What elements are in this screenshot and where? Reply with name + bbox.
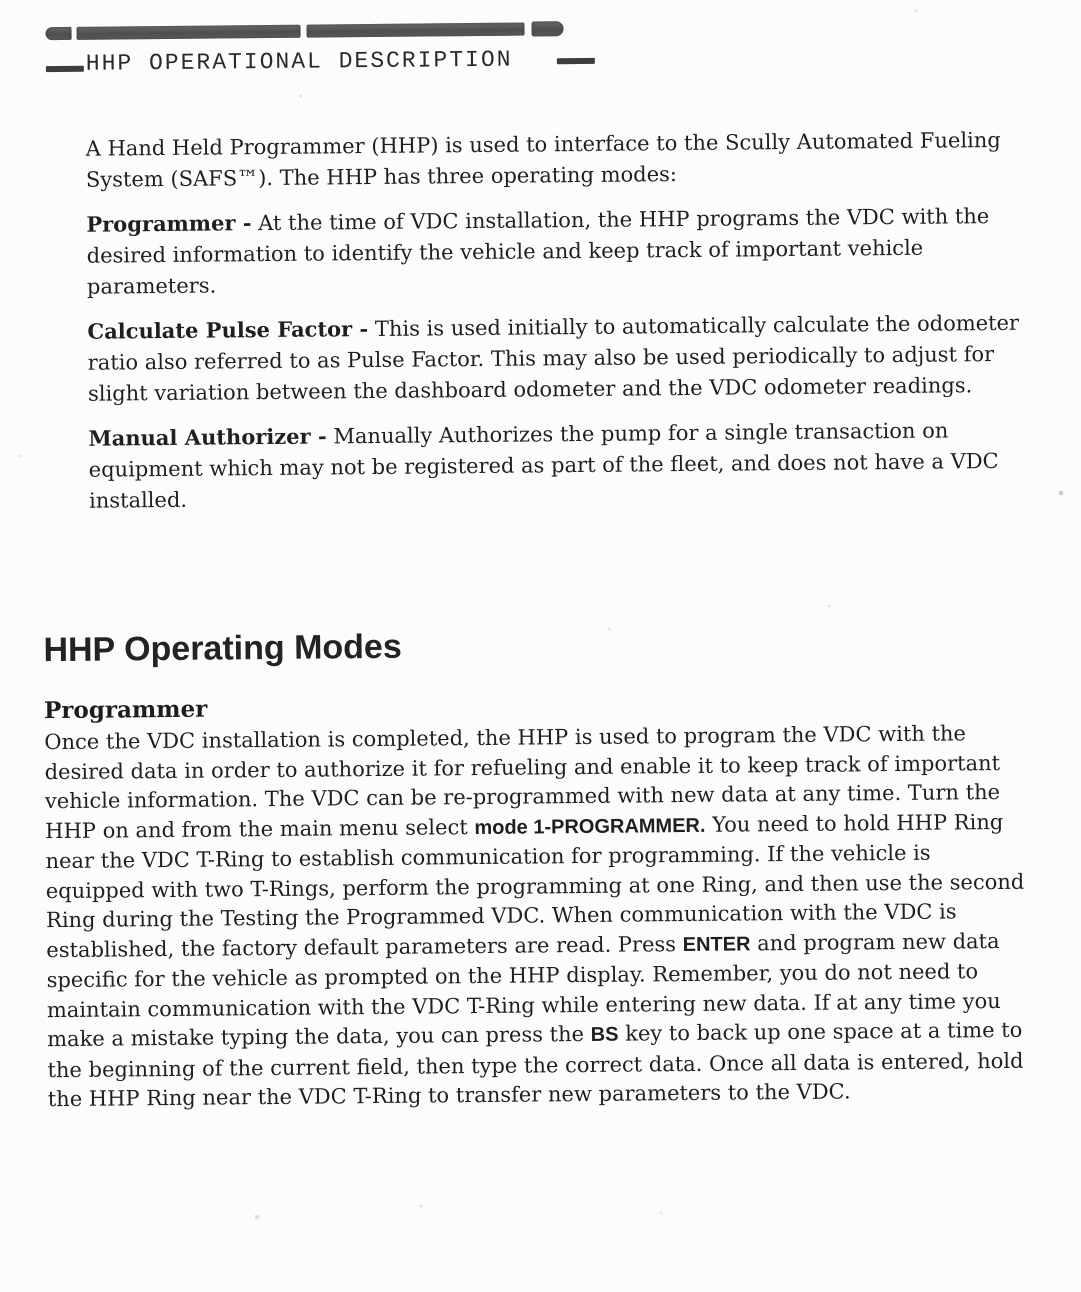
mode-item-programmer <box>86 200 1025 303</box>
header-dash-right-icon <box>556 58 594 64</box>
header-bar-left-cap <box>45 26 71 39</box>
operating-modes-section <box>43 622 1036 1115</box>
page-title: HHP OPERATIONAL DESCRIPTION <box>85 46 513 77</box>
subsection-heading-programmer: Programmer <box>43 695 208 725</box>
mode-term: Calculate Pulse Factor - <box>87 316 369 344</box>
intro-section <box>86 125 1028 517</box>
header-bar-right-cap <box>531 21 563 36</box>
intro-paragraph: A Hand Held Programmer (HHP) is used to interface to the Scully Automated Fueling System (SAFS™). The HHP has three operating modes: <box>85 127 1001 192</box>
section-heading: HHP Operating Modes <box>43 627 402 670</box>
mode-item-manual-authorizer <box>88 414 1027 517</box>
mode-item-calculate-pulse-factor <box>87 307 1026 410</box>
header-bar-segment-2 <box>306 22 524 37</box>
mode-description: Manually Authorizes the pump for a single transaction on equipment which may not be registered as part of the fleet, and does not have a VDC installed. <box>88 418 999 513</box>
header-bar-segment-1 <box>76 24 300 39</box>
header-dash-left-icon <box>46 66 84 72</box>
mode-description: At the time of VDC installation, the HHP programs the VDC with the desired information to identify the vehicle and keep track of important vehicle parameters. <box>86 204 990 299</box>
programmer-body-paragraph: Once the VDC installation is completed, the HHP is used to program the VDC with the desired data in order to authorize it for refueling and enable it to keep track of important vehicle information. The VDC can be re-programmed with new data at any time. Turn the HHP on and from the main menu select mode 1-PROGRAMMER. You need to hold HHP Ring near the VDC T-Ring to establish communication for programming. If the vehicle is equipped with two T-Rings, perform the programming at one Ring, and then use the second Ring during the Testing the Programmed VDC. When communication with the VDC is established, the factory default parameters are read. Press ENTER and program new data specific for the vehicle as prompted on the HHP display. Remember, you do not need to maintain communication with the VDC T-Ring while entering new data. If at any time you make a mistake typing the data, you can press the BS key to back up one space at a time to the beginning of the current field, then type the correct data. Once all data is entered, hold the HHP Ring near the VDC T-Ring to transfer new parameters to the VDC. <box>44 721 1025 1112</box>
mode-term: Programmer - <box>86 210 252 237</box>
decorative-header-bar <box>45 16 1080 40</box>
mode-term: Manual Authorizer - <box>88 423 327 451</box>
header-title-line <box>46 41 1081 77</box>
mode-description: This is used initially to automatically calculate the odometer ratio also referred to as Pulse Factor. This may also be used periodically to adjust for slight variation between the dashboard odometer and the VDC odometer readings. <box>87 310 1020 406</box>
page-header <box>0 16 1081 77</box>
